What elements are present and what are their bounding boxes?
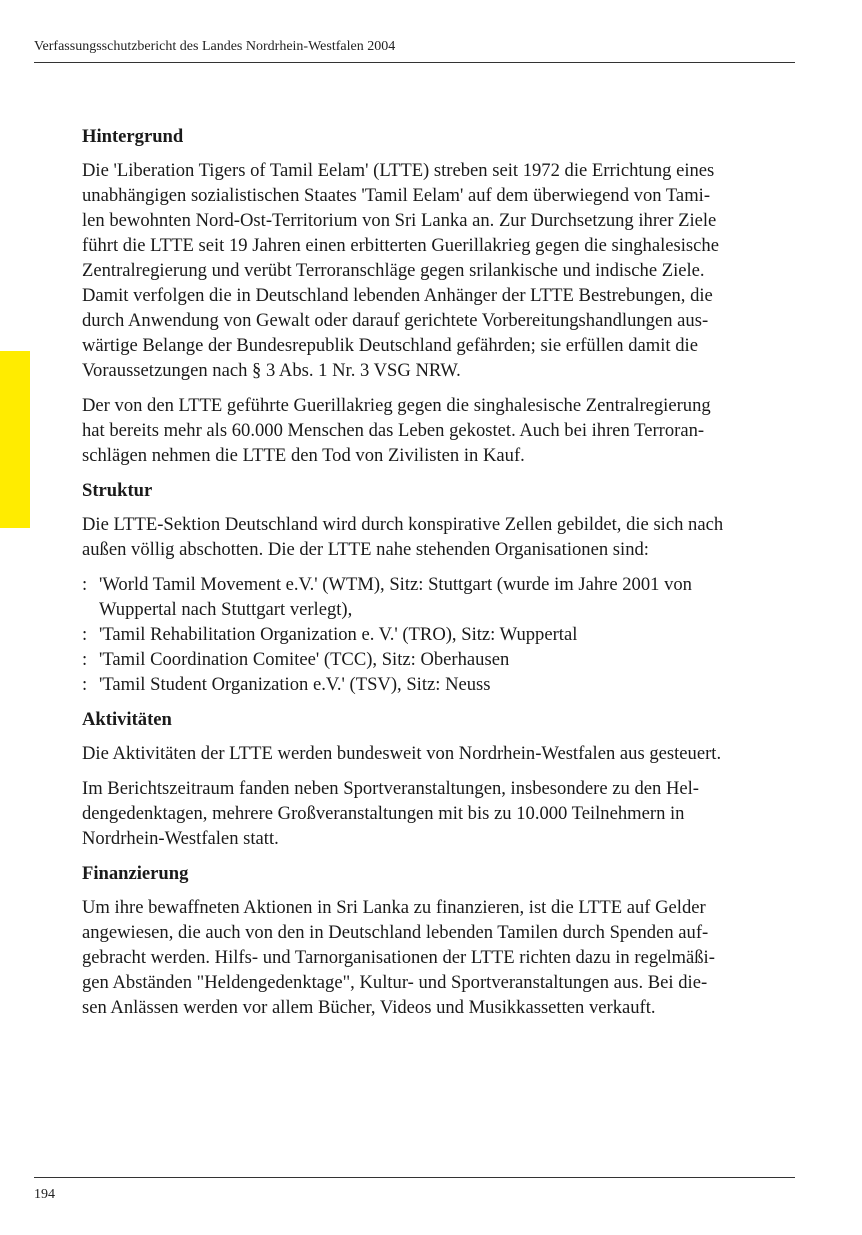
text-line: 'Tamil Rehabilitation Organization e. V.' (TRO), Sitz: Wuppertal [99,624,578,645]
chapter-marker [0,351,30,528]
organization-list [82,572,798,697]
running-title: Verfassungsschutzbericht des Landes Nordrhein-Westfalen 2004 [34,39,396,54]
text-line: führt die LTTE seit 19 Jahren einen erbitterten Guerillakrieg gegen die singhalesische [82,235,719,256]
paragraph [82,776,798,851]
text-line: schlägen nehmen die LTTE den Tod von Zivilisten in Kauf. [82,445,525,466]
footer-rule [34,1177,795,1178]
text-line: Um ihre bewaffneten Aktionen in Sri Lanka zu finanzieren, ist die LTTE auf Gelder [82,897,706,918]
list-bullet: : [82,649,88,670]
text-line: Damit verfolgen die in Deutschland lebenden Anhänger der LTTE Bestrebungen, die [82,285,713,306]
text-line: Nordrhein-Westfalen statt. [82,828,279,849]
text-line: Der von den LTTE geführte Guerillakrieg gegen die singhalesische Zentralregierung [82,395,711,416]
paragraph [82,158,798,383]
text-line: durch Anwendung von Gewalt oder darauf gerichtete Vorbereitungshandlungen aus- [82,310,709,331]
text-line: außen völlig abschotten. Die der LTTE nahe stehenden Organisationen sind: [82,539,649,560]
text-line: len bewohnten Nord-Ost-Territorium von Sri Lanka an. Zur Durchsetzung ihrer Ziele [82,210,717,231]
heading-struktur: Struktur [82,480,153,501]
paragraph [82,393,798,468]
header-rule [34,62,795,63]
text-line: gen Abständen "Heldengedenktage", Kultur- und Sportveranstaltungen aus. Bei die- [82,972,708,993]
list-item [82,622,798,647]
text-line: dengedenktagen, mehrere Großveranstaltungen mit bis zu 10.000 Teilnehmern in [82,803,685,824]
text-line: wärtige Belange der Bundesrepublik Deutschland gefährden; sie erfüllen damit die [82,335,698,356]
page-number: 194 [34,1187,55,1202]
list-item [82,672,798,697]
list-bullet: : [82,674,88,695]
text-line: Die LTTE-Sektion Deutschland wird durch konspirative Zellen gebildet, die sich nach [82,514,724,535]
paragraph [82,512,798,562]
text-line: unabhängigen sozialistischen Staates 'Tamil Eelam' auf dem überwiegend von Tami- [82,185,711,206]
text-line: Die Aktivitäten der LTTE werden bundesweit von Nordrhein-Westfalen aus gesteuert. [82,743,722,764]
heading-aktivitaeten: Aktivitäten [82,709,172,730]
text-line: hat bereits mehr als 60.000 Menschen das Leben gekostet. Auch bei ihren Terroran- [82,420,705,441]
heading-hintergrund: Hintergrund [82,126,184,147]
text-line: angewiesen, die auch von den in Deutschland lebenden Tamilen durch Spenden auf- [82,922,709,943]
text-line: Die 'Liberation Tigers of Tamil Eelam' (LTTE) streben seit 1972 die Errichtung eines [82,160,715,181]
text-line: sen Anlässen werden vor allem Bücher, Videos und Musikkassetten verkauft. [82,997,656,1018]
text-line: 'Tamil Coordination Comitee' (TCC), Sitz: Oberhausen [99,649,510,670]
list-item [82,647,798,672]
text-line: Wuppertal nach Stuttgart verlegt), [99,599,353,620]
text-line: Voraussetzungen nach § 3 Abs. 1 Nr. 3 VSG NRW. [82,360,461,381]
text-line: gebracht werden. Hilfs- und Tarnorganisationen der LTTE richten dazu in regelmäßi- [82,947,715,968]
paragraph [82,741,798,766]
text-line: Zentralregierung und verübt Terroranschläge gegen srilankische und indische Ziele. [82,260,705,281]
list-bullet: : [82,574,88,595]
list-item [82,572,798,622]
text-line: 'World Tamil Movement e.V.' (WTM), Sitz: Stuttgart (wurde im Jahre 2001 von [99,574,692,595]
heading-finanzierung: Finanzierung [82,863,189,884]
paragraph [82,895,798,1020]
text-line: Im Berichtszeitraum fanden neben Sportveranstaltungen, insbesondere zu den Hel- [82,778,699,799]
page-body [82,124,798,1030]
list-bullet: : [82,624,88,645]
text-line: 'Tamil Student Organization e.V.' (TSV), Sitz: Neuss [99,674,491,695]
